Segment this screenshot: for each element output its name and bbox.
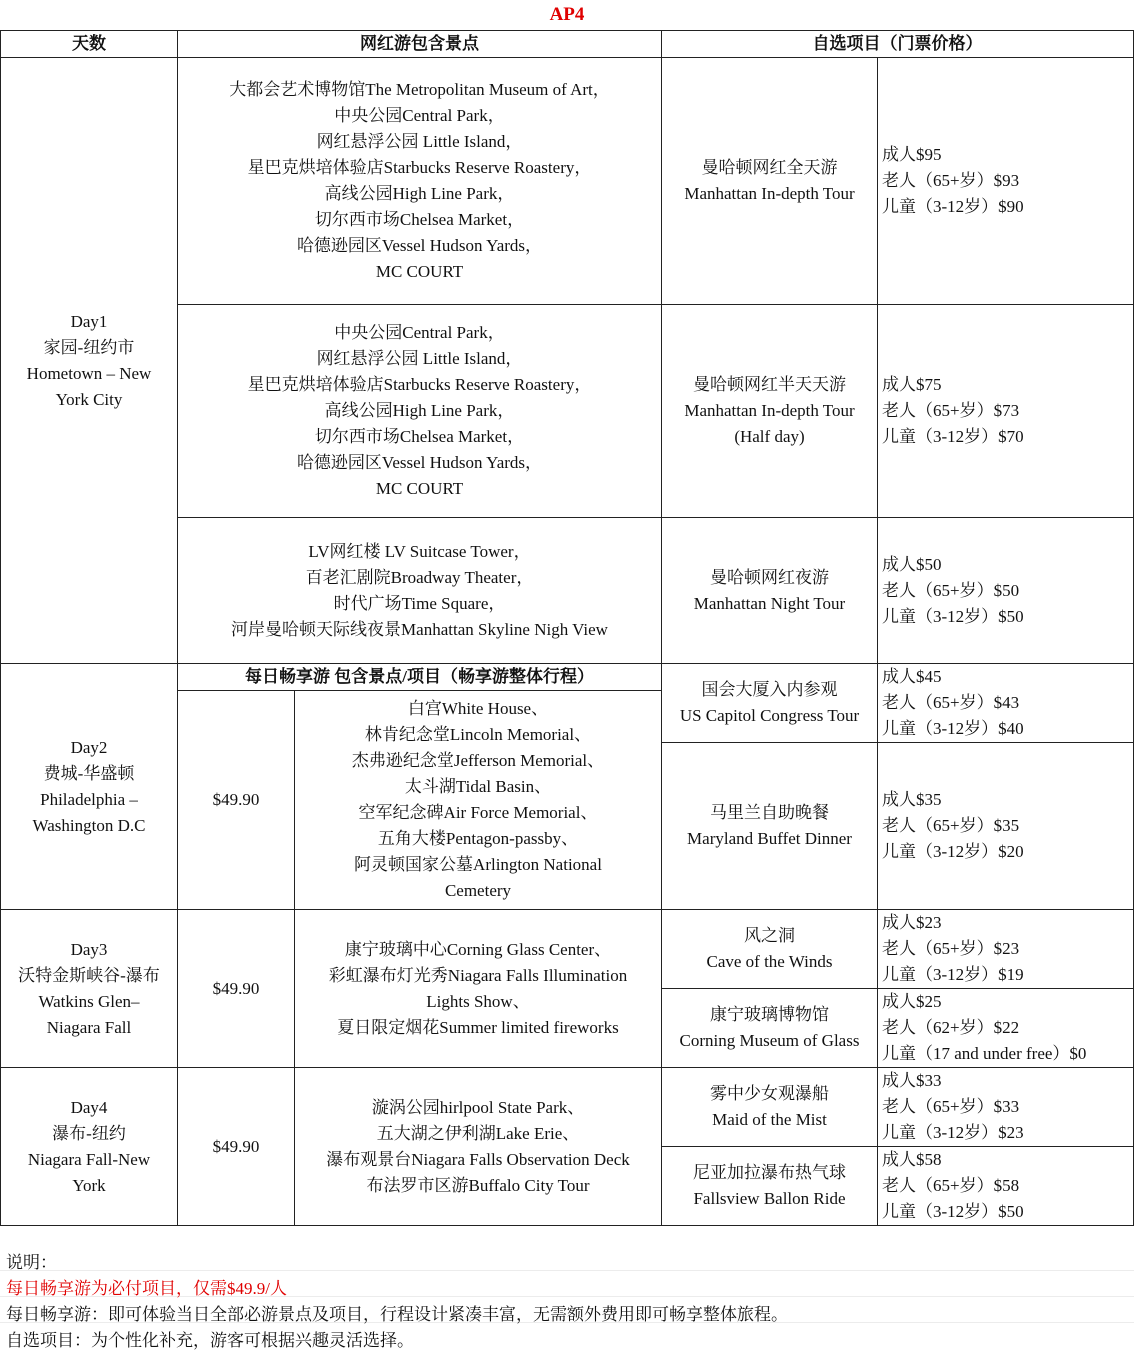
header-attractions: 网红游包含景点: [178, 31, 662, 58]
header-days: 天数: [1, 31, 178, 58]
day4-label: Day4 瀑布-纽约 Niagara Fall-New York: [1, 1068, 178, 1226]
day3-row-1: [1, 910, 1134, 989]
day1-label: Day1 家园-纽约市 Hometown – New York City: [1, 58, 178, 664]
notes-label: 说明：: [6, 1253, 57, 1272]
day2-attractions: 白宫White House、 林肯纪念堂Lincoln Memorial、 杰弗逊纪念堂Jefferson Memorial、 太斗湖Tidal Basin、 空军纪念碑Air Force Memorial、 五角大楼Pentagon-passby、 阿灵顿国家公墓Arlington National Cemetery: [295, 691, 662, 910]
day2-label: Day2 费城-华盛顿 Philadelphia – Washington D.C: [1, 664, 178, 910]
day1-half-attractions: 中央公园Central Park， 网红悬浮公园 Little Island， 星巴克烘培体验店Starbucks Reserve Roastery， 高线公园High Line Park， 切尔西市场Chelsea Market， 哈德逊园区Vessel Hudson Yards， MC COURT: [178, 305, 662, 518]
day2-row-1: [1, 664, 1134, 691]
day2-option1-price: 成人$45 老人（65+岁）$43 儿童（3-12岁）$40: [878, 664, 1134, 743]
day1-half-price: 成人$75 老人（65+岁）$73 儿童（3-12岁）$70: [878, 305, 1134, 518]
daily-tour-header: 每日畅享游 包含景点/项目（畅享游整体行程）: [178, 664, 662, 691]
day3-attractions: 康宁玻璃中心Corning Glass Center、 彩虹瀑布灯光秀Niagara Falls Illumination Lights Show、 夏日限定烟花Summer limited fireworks: [295, 910, 662, 1068]
day1-night-price: 成人$50 老人（65+岁）$50 儿童（3-12岁）$50: [878, 518, 1134, 664]
day1-full-tour: 曼哈顿网红全天游 Manhattan In-depth Tour: [662, 58, 878, 305]
day3-option2-tour: 康宁玻璃博物馆 Corning Museum of Glass: [662, 989, 878, 1068]
day2-option2-price: 成人$35 老人（65+岁）$35 儿童（3-12岁）$20: [878, 743, 1134, 910]
day3-price: $49.90: [178, 910, 295, 1068]
day4-option2-tour: 尼亚加拉瀑布热气球 Fallsview Ballon Ride: [662, 1147, 878, 1226]
day3-option1-tour: 风之洞 Cave of the Winds: [662, 910, 878, 989]
day1-row-1: [1, 58, 1134, 305]
notes: [6, 1250, 788, 1354]
day4-option1-tour: 雾中少女观瀑船 Maid of the Mist: [662, 1068, 878, 1147]
header-optional: 自选项目（门票价格）: [662, 31, 1134, 58]
day3-label: Day3 沃特金斯峡谷-瀑布 Watkins Glen– Niagara Fall: [1, 910, 178, 1068]
notes-required: 每日畅享游为必付项目，仅需$49.9/人: [6, 1279, 287, 1298]
day3-option2-price: 成人$25 老人（62+岁）$22 儿童（17 and under free）$0: [878, 989, 1134, 1068]
day4-price: $49.90: [178, 1068, 295, 1226]
day2-option2-tour: 马里兰自助晚餐 Maryland Buffet Dinner: [662, 743, 878, 910]
notes-optional: 自选项目：为个性化补充，游客可根据兴趣灵活选择。: [6, 1331, 414, 1350]
sheet-title: AP4: [549, 4, 585, 25]
day1-full-attractions: 大都会艺术博物馆The Metropolitan Museum of Art， 中央公园Central Park， 网红悬浮公园 Little Island， 星巴克烘培体验店Starbucks Reserve Roastery， 高线公园High Line Park， 切尔西市场Chelsea Market， 哈德逊园区Vessel Hudson Yards， MC COURT: [178, 58, 662, 305]
day1-night-tour: 曼哈顿网红夜游 Manhattan Night Tour: [662, 518, 878, 664]
day1-full-price: 成人$95 老人（65+岁）$93 儿童（3-12岁）$90: [878, 58, 1134, 305]
day2-option1-tour: 国会大厦入内参观 US Capitol Congress Tour: [662, 664, 878, 743]
day2-price: $49.90: [178, 691, 295, 910]
day3-option1-price: 成人$23 老人（65+岁）$23 儿童（3-12岁）$19: [878, 910, 1134, 989]
day4-row-1: [1, 1068, 1134, 1147]
notes-daily: 每日畅享游：即可体验当日全部必游景点及项目，行程设计紧凑丰富，无需额外费用即可畅享整体旅程。: [6, 1305, 788, 1324]
itinerary-table: [0, 30, 1134, 1226]
day1-night-attractions: LV网红楼 LV Suitcase Tower， 百老汇剧院Broadway Theater， 时代广场Time Square， 河岸曼哈顿天际线夜景Manhattan Skyline Nigh View: [178, 518, 662, 664]
day1-half-tour: 曼哈顿网红半天天游 Manhattan In-depth Tour (Half day): [662, 305, 878, 518]
day4-attractions: 漩涡公园hirlpool State Park、 五大湖之伊利湖Lake Erie、 瀑布观景台Niagara Falls Observation Deck 布法罗市区游Buffalo City Tour: [295, 1068, 662, 1226]
header-row: [1, 31, 1134, 58]
day4-option1-price: 成人$33 老人（65+岁）$33 儿童（3-12岁）$23: [878, 1068, 1134, 1147]
day4-option2-price: 成人$58 老人（65+岁）$58 儿童（3-12岁）$50: [878, 1147, 1134, 1226]
